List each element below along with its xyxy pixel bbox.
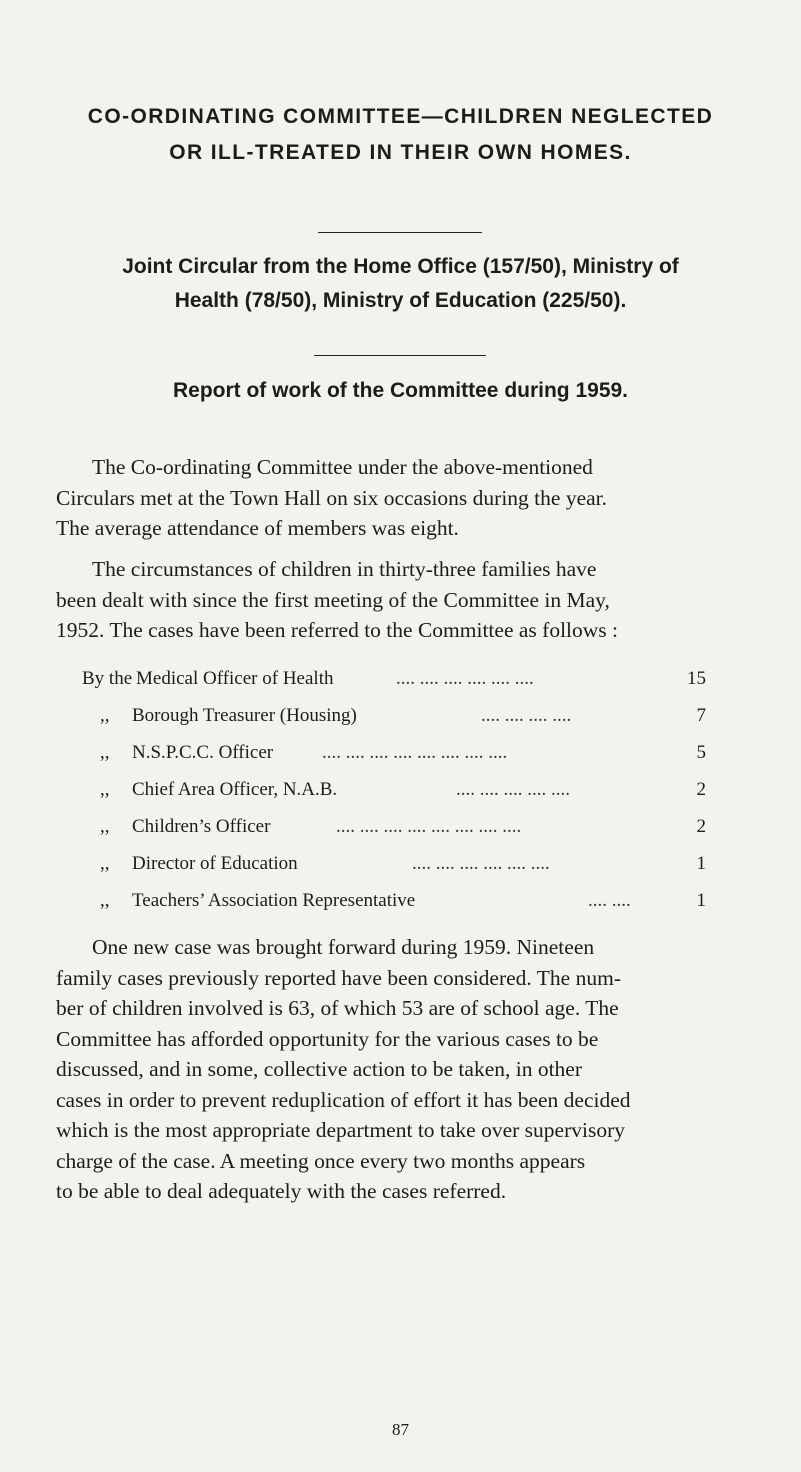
- paragraph-line: One new case was brought forward during 1959. Nineteen: [92, 935, 595, 959]
- ditto-mark: ,,: [100, 742, 110, 763]
- circular-title-line-1: Joint Circular from the Home Office (157/50), Ministry of: [122, 255, 679, 278]
- committee-heading-line-2: OR ILL-TREATED IN THEIR OWN HOMES.: [169, 141, 632, 164]
- leader-dots: .... .... .... .... ....: [456, 779, 570, 800]
- paragraph-cases-1959: [56, 932, 736, 1207]
- page-number: 87: [392, 1420, 409, 1439]
- referral-count: 5: [696, 742, 706, 763]
- referral-source: Director of Education: [132, 853, 298, 874]
- paragraph-line: 1952. The cases have been referred to the Committee as follows :: [56, 618, 619, 642]
- paragraph-line: The average attendance of members was eight.: [56, 516, 459, 540]
- report-title: Report of work of the Committee during 1959.: [172, 379, 629, 402]
- ditto-mark: ,,: [100, 853, 110, 874]
- leader-dots: .... .... .... .... .... .... .... ....: [322, 742, 508, 763]
- paragraph-line: family cases previously reported have been considered. The num-: [56, 965, 621, 990]
- divider-rule-2: [314, 355, 486, 356]
- referral-row: [56, 816, 706, 842]
- referral-row: [56, 668, 706, 694]
- paragraph-line: charge of the case. A meeting once every two months appears: [56, 1148, 586, 1173]
- leader-dots: .... .... .... .... .... .... .... ....: [336, 816, 522, 837]
- referral-count: 2: [696, 779, 706, 800]
- referral-count: 2: [696, 816, 706, 837]
- ditto-mark: ,,: [100, 816, 110, 837]
- referral-source: Borough Treasurer (Housing): [132, 705, 357, 726]
- referral-row: [56, 705, 706, 731]
- referral-row: [56, 890, 706, 916]
- paragraph-line: which is the most appropriate department to take over supervisory: [56, 1118, 625, 1142]
- leader-dots: .... ....: [588, 890, 631, 911]
- leader-dots: .... .... .... .... .... ....: [412, 853, 550, 874]
- referral-source: Children’s Officer: [132, 816, 271, 837]
- referral-count: 1: [696, 890, 706, 911]
- paragraph-meetings: [56, 452, 736, 544]
- paragraph-line: ber of children involved is 63, of which 53 are of school age. The: [56, 996, 619, 1020]
- referral-count: 1: [696, 853, 706, 874]
- referral-count: 7: [696, 705, 706, 726]
- referral-count: 15: [687, 668, 706, 689]
- paragraph-line: Circulars met at the Town Hall on six occasions during the year.: [56, 485, 608, 510]
- referral-source: Medical Officer of Health: [136, 668, 334, 689]
- referral-row: [56, 742, 706, 768]
- divider-rule-1: [318, 232, 482, 233]
- paragraph-circumstances: [56, 554, 736, 646]
- referral-by-label: By the: [82, 668, 133, 689]
- referral-source: Teachers’ Association Representative: [132, 890, 416, 911]
- paragraph-line: discussed, and in some, collective action to be taken, in other: [56, 1057, 583, 1081]
- paragraph-line: Committee has afforded opportunity for the various cases to be: [56, 1026, 599, 1051]
- ditto-mark: ,,: [100, 779, 110, 800]
- paragraph-line: to be able to deal adequately with the cases referred.: [56, 1179, 507, 1203]
- committee-heading-line-1: CO-ORDINATING COMMITTEE—CHILDREN NEGLECTED: [87, 105, 714, 128]
- referral-row: [56, 779, 706, 805]
- leader-dots: .... .... .... ....: [481, 705, 572, 726]
- referral-source: Chief Area Officer, N.A.B.: [132, 779, 338, 800]
- leader-dots: .... .... .... .... .... ....: [396, 668, 534, 689]
- paragraph-line: The circumstances of children in thirty-three families have: [92, 557, 597, 581]
- paragraph-line: been dealt with since the first meeting of the Committee in May,: [56, 587, 610, 612]
- paragraph-line: The Co-ordinating Committee under the above-mentioned: [92, 455, 593, 479]
- referral-row: [56, 853, 706, 879]
- paragraph-line: cases in order to prevent reduplication of effort it has been decided: [56, 1087, 631, 1112]
- ditto-mark: ,,: [100, 890, 110, 911]
- referral-source: N.S.P.C.C. Officer: [132, 742, 274, 763]
- circular-title-line-2: Health (78/50), Ministry of Education (225/50).: [174, 289, 627, 312]
- ditto-mark: ,,: [100, 705, 110, 726]
